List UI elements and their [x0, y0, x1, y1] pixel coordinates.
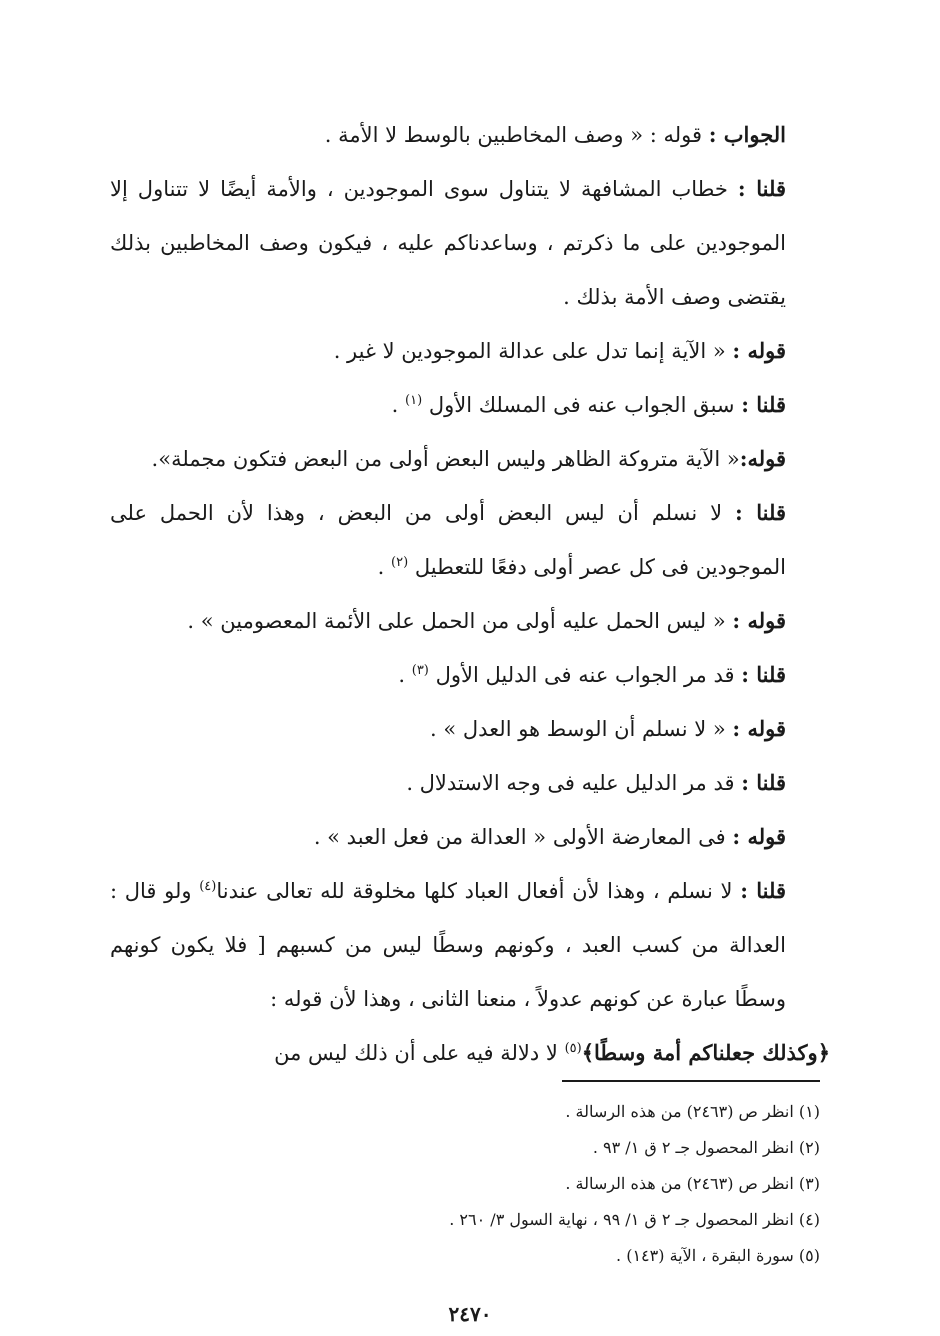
paragraph-text: خطاب المشافهة لا يتناول سوى الموجودين ، والأمة أيضًا لا تتناول إلا الموجودين على ما ذكرتم ، وساعدناكم عليه ، فيكون وصف المخاطبين بذلك يقتضى وصف الأمة بذلك . [110, 177, 786, 309]
quran-verse: ﴿وكذلك جعلناكم أمة وسطًا﴾ [581, 1040, 830, 1065]
paragraph-lead: قوله : [732, 608, 786, 633]
paragraph-tail: لا دلالة فيه على أن ذلك ليس من [274, 1041, 565, 1065]
paragraph-objection-5 [110, 702, 830, 756]
paragraph-lead: قلنا : [734, 500, 786, 525]
footnote-3: (٣) انظر ص (٢٤٦٣) من هذه الرسالة . [565, 1174, 820, 1193]
paragraph-text: « ليس الحمل عليه أولى من الحمل على الأئمة المعصومين » . [187, 609, 733, 633]
paragraph-reply-1 [110, 162, 830, 324]
paragraph-quran-quote [110, 1026, 830, 1080]
paragraph-tail: . [391, 393, 405, 417]
footnote-marker-5[interactable]: (٥) [564, 1041, 582, 1056]
paragraph-reply-6 [110, 864, 830, 1026]
page-number: ٢٤٧٠ [448, 1302, 492, 1326]
paragraph-lead: قوله : [732, 716, 786, 741]
footnote-marker-3[interactable]: (٣) [411, 663, 429, 678]
footnote-4: (٤) انظر المحصول جـ ٢ ق ١/ ٩٩ ، نهاية السول ٣/ ٢٦٠ . [449, 1210, 820, 1229]
footnote-marker-4[interactable]: (٤) [199, 879, 217, 894]
paragraph-lead: قوله : [732, 338, 786, 363]
paragraph-text: « الآية إنما تدل على عدالة الموجودين لا غير . [333, 339, 733, 363]
paragraph-objection-2 [110, 324, 830, 378]
paragraph-tail: . [398, 663, 412, 687]
paragraph-reply-4 [110, 648, 830, 702]
paragraph-reply-2 [110, 378, 830, 432]
paragraph-lead: قلنا : [741, 770, 786, 795]
paragraph-text: قد مر الدليل عليه فى وجه الاستدلال . [406, 771, 742, 795]
paragraph-text: فى المعارضة الأولى « العدالة من فعل العبد » . [313, 825, 733, 849]
paragraph-reply-3 [110, 486, 830, 594]
paragraph-objection-3 [110, 432, 830, 486]
paragraph-answer-intro [110, 108, 830, 162]
footnote-5: (٥) سورة البقرة ، الآية (١٤٣) . [616, 1246, 820, 1265]
paragraph-lead: قلنا : [741, 662, 786, 687]
main-text-body [110, 108, 830, 1080]
paragraph-lead: قلنا : [741, 392, 786, 417]
paragraph-text: لا نسلم ، وهذا لأن أفعال العباد كلها مخلوقة لله تعالى عندنا [216, 879, 741, 903]
paragraph-objection-4 [110, 594, 830, 648]
paragraph-reply-5 [110, 756, 830, 810]
paragraph-lead: قوله : [732, 824, 786, 849]
paragraph-text: سبق الجواب عنه فى المسلك الأول [428, 393, 742, 417]
footnote-marker-2[interactable]: (٢) [391, 555, 409, 570]
footnotes-section [120, 1094, 820, 1274]
paragraph-objection-6 [110, 810, 830, 864]
paragraph-lead: قوله: [739, 446, 786, 471]
paragraph-lead: قلنا : [740, 878, 786, 903]
footnote-2: (٢) انظر المحصول جـ ٢ ق ١/ ٩٣ . [592, 1138, 820, 1157]
paragraph-text: قوله : « وصف المخاطبين بالوسط لا الأمة . [324, 123, 709, 147]
footnote-1: (١) انظر ص (٢٤٦٣) من هذه الرسالة . [565, 1102, 820, 1121]
paragraph-text: قد مر الجواب عنه فى الدليل الأول [435, 663, 742, 687]
paragraph-lead: الجواب : [708, 122, 786, 147]
paragraph-text: « الآية متروكة الظاهر وليس البعض أولى من البعض فتكون مجملة». [151, 447, 740, 471]
paragraph-tail: . [377, 555, 392, 579]
paragraph-text: « لا نسلم أن الوسط هو العدل » . [430, 717, 733, 741]
paragraph-tail: ولو قال : العدالة من كسب العبد ، وكونهم وسطًا ليس من كسبهم [ فلا يكون كونهم وسطًا عبارة عن كونهم عدولاً ، منعنا الثانى ، وهذا لأن قوله : [110, 879, 786, 1011]
footnote-divider [562, 1080, 820, 1082]
paragraph-lead: قلنا : [737, 176, 787, 201]
footnote-marker-1[interactable]: (١) [405, 393, 423, 408]
paragraph-text: لا نسلم أن ليس البعض أولى من البعض ، وهذا لأن الحمل على الموجودين فى كل عصر أولى دفعًا للتعطيل [110, 501, 786, 579]
